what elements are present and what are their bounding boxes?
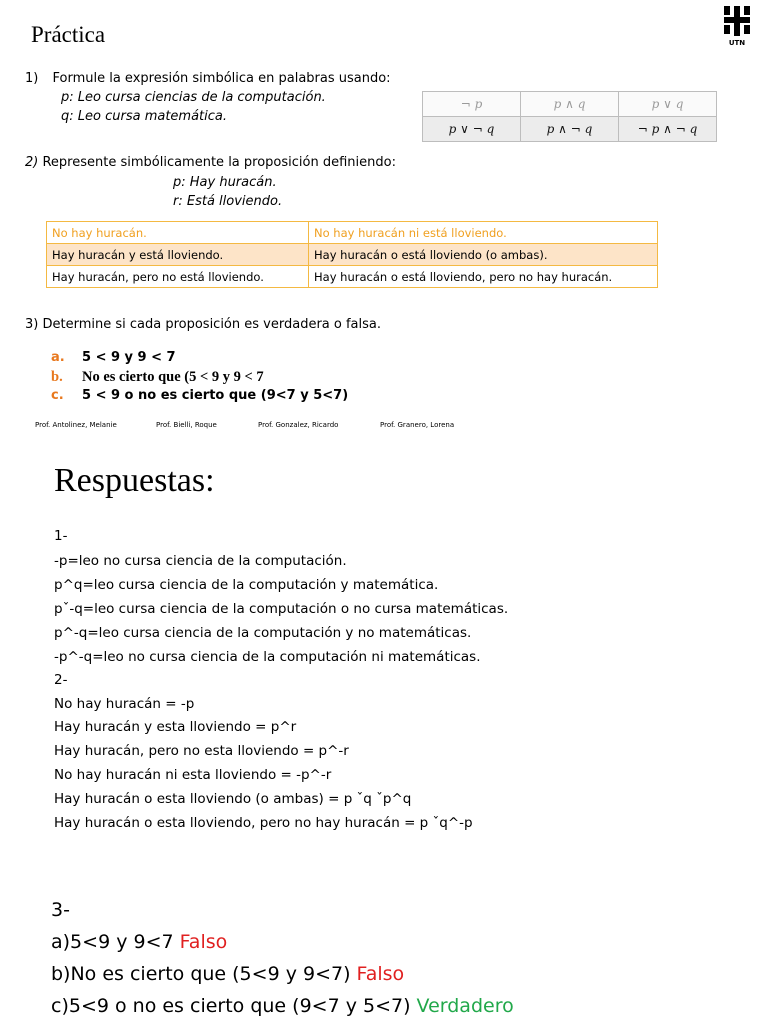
proposition-cell: Hay huracán y está lloviendo. [47, 244, 309, 266]
answer-line: p^-q=leo cursa ciencia de la computación y no matemáticas. [54, 625, 472, 641]
q2-statement [25, 155, 396, 170]
answer-line: p^q=leo cursa ciencia de la computación y matemática. [54, 577, 439, 593]
q2-text: Represente simbólicamente la proposición definiendo: [38, 155, 396, 170]
symbol-cell: p ∧ ¬ q [521, 117, 619, 142]
verdict-badge: Falso [356, 963, 405, 985]
answer-line: -p=leo no cursa ciencia de la computación. [54, 553, 347, 569]
item-text: No es cierto que (5 < 9 y 9 < 7 [82, 369, 264, 385]
answer-line: No hay huracán ni esta lloviendo = -p^-r [54, 767, 332, 783]
item-letter: a. [51, 350, 65, 365]
q2-number: 2) [25, 155, 39, 170]
proposition-cell: Hay huracán o está lloviendo, pero no hay huracán. [309, 266, 658, 288]
professor-name: Prof. Antolinez, Melanie [35, 421, 117, 429]
proposition-cell: Hay huracán o está lloviendo (o ambas). [309, 244, 658, 266]
q1-symbol-table [422, 91, 717, 142]
q1-text: Formule la expresión simbólica en palabras usando: [52, 71, 391, 86]
utn-logo [722, 6, 752, 46]
answer-line: 1- [54, 528, 68, 544]
answer-3-heading: 3- [51, 899, 70, 921]
q2-proposition-table [46, 221, 658, 288]
answer-3-text: a)5<9 y 9<7 [51, 931, 180, 953]
item-letter: c. [51, 388, 64, 403]
verdict-badge: Verdadero [416, 995, 514, 1017]
symbol-cell: p ∨ q [619, 92, 717, 117]
answer-line: -p^-q=leo no cursa ciencia de la computación ni matemáticas. [54, 649, 481, 665]
answer-3-item [51, 931, 227, 953]
answer-line: Hay huracán o esta lloviendo, pero no hay huracán = p ˇq^-p [54, 815, 473, 831]
symbol-cell: p ∨ ¬ q [423, 117, 521, 142]
q1-q-definition: q: Leo cursa matemática. [61, 109, 228, 124]
item-letter: b. [51, 369, 63, 385]
logo-text: UTN [728, 39, 746, 46]
item-text: 5 < 9 y 9 < 7 [82, 350, 176, 365]
q3-item-b [51, 369, 264, 386]
verdict-badge: Falso [179, 931, 228, 953]
answer-line: No hay huracán = -p [54, 696, 195, 712]
answer-3-text: b)No es cierto que (5<9 y 9<7) [51, 963, 357, 985]
symbol-cell: ¬ p ∧ ¬ q [619, 117, 717, 142]
q3-item-a [51, 350, 176, 365]
professor-name: Prof. Bielli, Roque [156, 421, 217, 429]
q1-number: 1) [25, 71, 39, 86]
answer-line: 2- [54, 672, 68, 688]
proposition-cell: No hay huracán. [47, 222, 309, 244]
answer-line: Hay huracán o esta lloviendo (o ambas) = p ˇq ˇp^q [54, 791, 412, 807]
q3-item-c [51, 388, 348, 403]
proposition-cell: No hay huracán ni está lloviendo. [309, 222, 658, 244]
q2-p-definition: p: Hay huracán. [173, 175, 277, 190]
professor-name: Prof. Granero, Lorena [380, 421, 455, 429]
page-title: Práctica [31, 22, 106, 47]
symbol-cell: ¬ p [423, 92, 521, 117]
answer-line: Hay huracán, pero no esta lloviendo = p^-r [54, 743, 349, 759]
symbol-cell: p ∧ q [521, 92, 619, 117]
item-text: 5 < 9 o no es cierto que (9<7 y 5<7) [82, 388, 349, 403]
q2-r-definition: r: Está lloviendo. [173, 194, 283, 209]
answer-line: Hay huracán y esta lloviendo = p^r [54, 719, 297, 735]
proposition-cell: Hay huracán, pero no está lloviendo. [47, 266, 309, 288]
answer-3-item [51, 995, 514, 1017]
answer-3-item [51, 963, 404, 985]
answers-title: Respuestas: [54, 462, 215, 499]
q1-p-definition: p: Leo cursa ciencias de la computación. [61, 90, 326, 105]
professor-name: Prof. Gonzalez, Ricardo [258, 421, 339, 429]
q1-statement [25, 71, 391, 86]
answer-3-text: c)5<9 o no es cierto que (9<7 y 5<7) [51, 995, 417, 1017]
answer-line: pˇ-q=leo cursa ciencia de la computación o no cursa matemáticas. [54, 601, 509, 617]
q3-statement: 3) Determine si cada proposición es verdadera o falsa. [25, 317, 381, 332]
